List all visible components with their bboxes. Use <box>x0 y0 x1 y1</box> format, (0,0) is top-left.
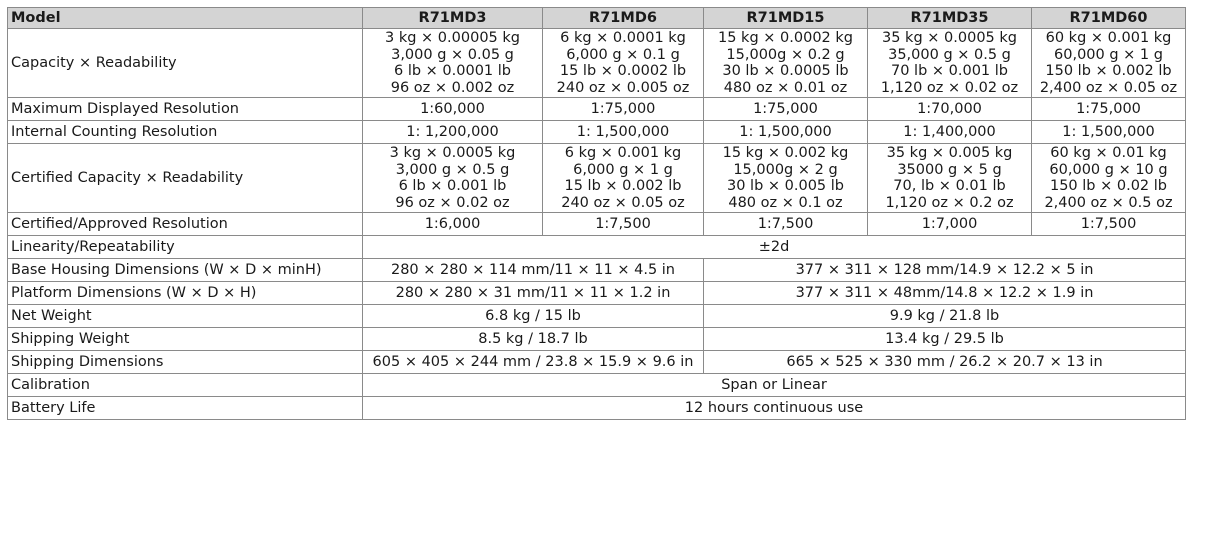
row-base-housing <box>8 259 1186 282</box>
cell-line: 60,000 g × 1 g <box>1054 46 1163 63</box>
row-internal-counting-resolution <box>8 121 1186 144</box>
row-shipping-dimensions <box>8 351 1186 374</box>
cell-line: 96 oz × 0.002 oz <box>390 79 515 96</box>
cell-line: 150 lb × 0.02 lb <box>1049 178 1167 194</box>
cell-line: 60,000 g × 10 g <box>1049 161 1168 178</box>
capacity-cell-r71md3 <box>363 29 543 98</box>
cell-line: 30 lb × 0.005 lb <box>726 178 844 194</box>
row-label: Maximum Displayed Resolution <box>8 98 363 121</box>
cell-line: 60 kg × 0.01 kg <box>1050 145 1167 161</box>
cell-line: 6 kg × 0.0001 kg <box>560 30 686 46</box>
cell-line: 3,000 g × 0.5 g <box>395 161 510 178</box>
table-cell: 1:6,000 <box>363 213 543 236</box>
cell-line: 6,000 g × 0.1 g <box>566 46 680 63</box>
certified-cell-r71md6 <box>543 144 704 213</box>
model-header-r71md15: R71MD15 <box>704 8 868 29</box>
row-label: Certified/Approved Resolution <box>8 213 363 236</box>
cell-line: 35 kg × 0.005 kg <box>886 145 1013 161</box>
capacity-cell-r71md6 <box>543 29 704 98</box>
spec-table <box>7 7 1186 420</box>
table-cell: 1: 1,400,000 <box>868 121 1032 144</box>
cell-line: 3 kg × 0.00005 kg <box>385 30 520 46</box>
table-cell: 377 × 311 × 48mm/14.8 × 12.2 × 1.9 in <box>704 282 1186 305</box>
certified-cell-r71md15 <box>704 144 868 213</box>
cell-line: 2,400 oz × 0.05 oz <box>1039 79 1178 96</box>
table-cell: 665 × 525 × 330 mm / 26.2 × 20.7 × 13 in <box>704 351 1186 374</box>
model-header-r71md6: R71MD6 <box>543 8 704 29</box>
table-cell: 377 × 311 × 128 mm/14.9 × 12.2 × 5 in <box>704 259 1186 282</box>
row-calibration <box>8 374 1186 397</box>
cell-line: 35000 g × 5 g <box>897 161 1002 178</box>
cell-line: 150 lb × 0.002 lb <box>1045 63 1172 79</box>
cell-line: 30 lb × 0.0005 lb <box>722 63 849 79</box>
cell-line: 15 kg × 0.0002 kg <box>718 30 853 46</box>
row-linearity <box>8 236 1186 259</box>
cell-line: 15,000g × 0.2 g <box>726 46 845 63</box>
cell-line: 35,000 g × 0.5 g <box>888 46 1011 63</box>
row-battery-life <box>8 397 1186 420</box>
row-net-weight <box>8 305 1186 328</box>
row-shipping-weight <box>8 328 1186 351</box>
table-cell: 13.4 kg / 29.5 lb <box>704 328 1186 351</box>
cell-line: 6 lb × 0.001 lb <box>398 178 507 194</box>
capacity-cell-r71md15 <box>704 29 868 98</box>
table-cell: 1: 1,500,000 <box>1032 121 1186 144</box>
row-label: Platform Dimensions (W × D × H) <box>8 282 363 305</box>
table-cell: 280 × 280 × 114 mm/11 × 11 × 4.5 in <box>363 259 704 282</box>
table-cell: 1:7,500 <box>1032 213 1186 236</box>
cell-line: 70 lb × 0.001 lb <box>890 63 1008 79</box>
cell-line: 240 oz × 0.005 oz <box>556 79 690 96</box>
cell-line: 2,400 oz × 0.5 oz <box>1044 194 1173 211</box>
table-cell: 280 × 280 × 31 mm/11 × 11 × 1.2 in <box>363 282 704 305</box>
cell-line: 60 kg × 0.001 kg <box>1045 30 1172 46</box>
row-label: Battery Life <box>8 397 363 420</box>
row-platform-dimensions <box>8 282 1186 305</box>
table-cell: Span or Linear <box>363 374 1186 397</box>
row-certified-capacity-readability <box>8 144 1186 213</box>
table-cell: 1:7,000 <box>868 213 1032 236</box>
certified-cell-r71md35 <box>868 144 1032 213</box>
cell-line: 35 kg × 0.0005 kg <box>882 30 1017 46</box>
row-label: Base Housing Dimensions (W × D × minH) <box>8 259 363 282</box>
cell-line: 15 lb × 0.0002 lb <box>559 63 687 79</box>
cell-line: 3 kg × 0.0005 kg <box>389 145 516 161</box>
cell-line: 240 oz × 0.05 oz <box>561 194 685 211</box>
certified-cell-r71md60 <box>1032 144 1186 213</box>
row-label: Linearity/Repeatability <box>8 236 363 259</box>
row-certified-resolution <box>8 213 1186 236</box>
capacity-cell-r71md35 <box>868 29 1032 98</box>
cell-line: 480 oz × 0.1 oz <box>728 194 843 211</box>
certified-cell-r71md3 <box>363 144 543 213</box>
cell-line: 480 oz × 0.01 oz <box>723 79 848 96</box>
row-label: Calibration <box>8 374 363 397</box>
table-cell: 1:75,000 <box>1032 98 1186 121</box>
table-cell: 1: 1,500,000 <box>543 121 704 144</box>
row-label: Internal Counting Resolution <box>8 121 363 144</box>
table-cell: 8.5 kg / 18.7 lb <box>363 328 704 351</box>
cell-line: 3,000 g × 0.05 g <box>391 46 514 63</box>
table-cell: 12 hours continuous use <box>363 397 1186 420</box>
capacity-cell-r71md60 <box>1032 29 1186 98</box>
row-label: Shipping Weight <box>8 328 363 351</box>
table-cell: 1:75,000 <box>704 98 868 121</box>
cell-line: 6 kg × 0.001 kg <box>564 145 682 161</box>
row-label: Certified Capacity × Readability <box>8 144 363 213</box>
cell-line: 15 kg × 0.002 kg <box>722 145 849 161</box>
row-max-displayed-resolution <box>8 98 1186 121</box>
model-header: Model <box>8 8 363 29</box>
table-cell: ±2d <box>363 236 1186 259</box>
cell-line: 6,000 g × 1 g <box>573 161 673 178</box>
cell-line: 70, lb × 0.01 lb <box>893 178 1006 194</box>
table-cell: 1: 1,200,000 <box>363 121 543 144</box>
model-header-r71md3: R71MD3 <box>363 8 543 29</box>
table-cell: 6.8 kg / 15 lb <box>363 305 704 328</box>
table-cell: 1:70,000 <box>868 98 1032 121</box>
header-row <box>8 8 1186 29</box>
table-cell: 1: 1,500,000 <box>704 121 868 144</box>
row-label: Shipping Dimensions <box>8 351 363 374</box>
table-cell: 1:7,500 <box>704 213 868 236</box>
model-header-r71md60: R71MD60 <box>1032 8 1186 29</box>
cell-line: 15,000g × 2 g <box>733 161 838 178</box>
cell-line: 1,120 oz × 0.2 oz <box>885 194 1014 211</box>
cell-line: 15 lb × 0.002 lb <box>564 178 682 194</box>
table-cell: 1:7,500 <box>543 213 704 236</box>
table-cell: 9.9 kg / 21.8 lb <box>704 305 1186 328</box>
row-label: Capacity × Readability <box>8 29 363 98</box>
table-cell: 605 × 405 × 244 mm / 23.8 × 15.9 × 9.6 in <box>363 351 704 374</box>
model-header-r71md35: R71MD35 <box>868 8 1032 29</box>
cell-line: 6 lb × 0.0001 lb <box>393 63 511 79</box>
row-capacity-readability <box>8 29 1186 98</box>
cell-line: 1,120 oz × 0.02 oz <box>880 79 1019 96</box>
table-cell: 1:60,000 <box>363 98 543 121</box>
row-label: Net Weight <box>8 305 363 328</box>
cell-line: 96 oz × 0.02 oz <box>395 194 510 211</box>
table-cell: 1:75,000 <box>543 98 704 121</box>
